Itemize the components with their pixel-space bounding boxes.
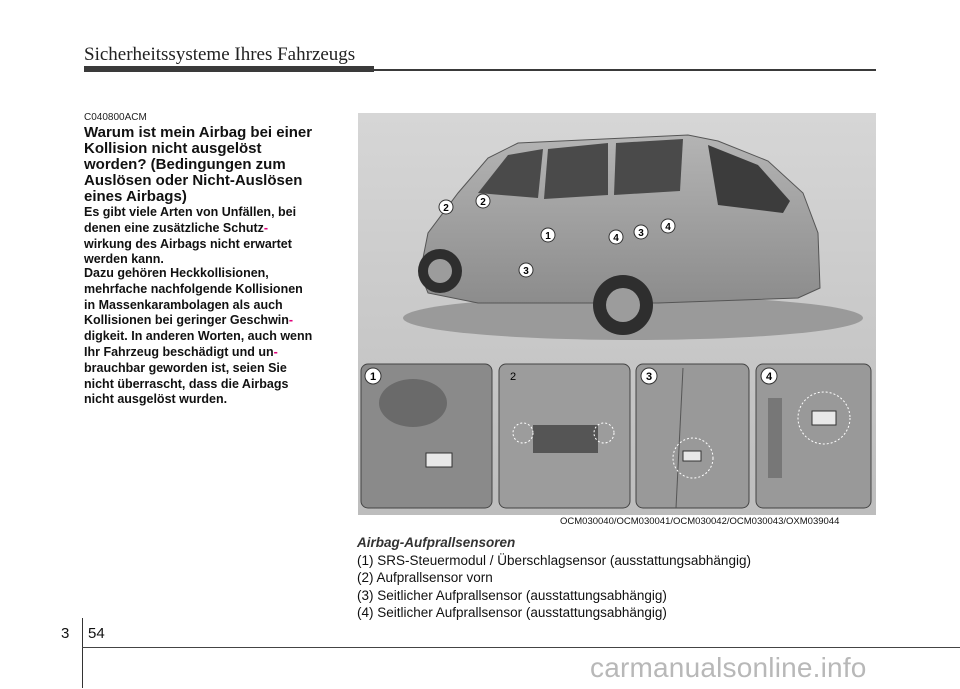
paragraph-line: digkeit. In anderen Worten, auch wenn: [84, 329, 313, 344]
figure-code: OCM030040/OCM030041/OCM030042/OCM030043/OXM039044: [560, 516, 840, 527]
panel-label: 4: [765, 371, 773, 383]
header-bar: [84, 66, 374, 72]
car-marker: [634, 225, 648, 239]
heading-line: eines Airbags): [84, 188, 187, 205]
car-marker: [476, 194, 490, 208]
airbag-sensor-figure: [358, 113, 876, 515]
car-marker-label: 4: [665, 222, 671, 233]
caption-item: (3) Seitlicher Aufprallsensor (ausstattungsabhängig): [357, 587, 667, 603]
car-marker-label: 2: [443, 203, 449, 214]
paragraph-line: nicht überrascht, dass die Airbags: [84, 376, 289, 391]
paragraph-line: in Massenkarambolagen als auch: [84, 297, 283, 312]
caption-item: (1) SRS-Steuermodul / Überschlagsensor (ausstattungsabhängig): [357, 552, 751, 568]
paragraph-1: [84, 205, 335, 268]
paragraph-line: Es gibt viele Arten von Unfällen, bei: [84, 205, 297, 219]
caption-item: (2) Aufprallsensor vorn: [357, 570, 493, 585]
watermark: carmanualsonline.info: [590, 652, 867, 683]
paragraph-2: [84, 266, 335, 408]
paragraph-line: denen eine zusätzliche Schutz-: [84, 220, 269, 235]
car-window-mid: [544, 143, 608, 199]
section-heading: [84, 125, 334, 205]
section-number: 3: [61, 625, 70, 642]
figure-caption: [357, 534, 751, 622]
hyphen: -: [263, 220, 269, 235]
paragraph-line: werden kann.: [84, 252, 164, 267]
heading-line: Warum ist mein Airbag bei einer: [84, 124, 313, 141]
car-marker-label: 3: [638, 228, 644, 239]
car-marker: [661, 219, 675, 233]
paragraph-line: wirkung des Airbags nicht erwartet: [84, 236, 292, 251]
page-header-title: Sicherheitssysteme Ihres Fahrzeugs: [84, 44, 356, 65]
detail-panel-2: [499, 364, 630, 508]
car-marker: [519, 263, 533, 277]
heading-line: worden? (Bedingungen zum: [84, 156, 286, 173]
car-marker: [439, 200, 453, 214]
heading-line: Kollision nicht ausgelöst: [84, 140, 262, 157]
car-marker: [541, 228, 555, 242]
car-marker-label: 3: [523, 266, 529, 277]
page-divider: [82, 618, 83, 688]
car-marker-label: 4: [613, 233, 619, 244]
hyphen: -: [288, 313, 294, 328]
panel-label: 2: [509, 371, 517, 383]
detail-panel-1: [361, 364, 492, 508]
paragraph-line: mehrfache nachfolgende Kollisionen: [84, 281, 303, 296]
header-rule: [374, 69, 876, 71]
detail-panel-4: [756, 364, 871, 508]
figure-illustration: [358, 113, 876, 515]
car-marker: [609, 230, 623, 244]
panel-label: 3: [645, 371, 653, 383]
car-marker-label: 1: [545, 231, 551, 242]
footer-rule: [82, 647, 960, 648]
paragraph-line: nicht ausgelöst wurden.: [84, 392, 228, 407]
detail-panel-3: [636, 364, 749, 508]
section-code: C040800ACM: [84, 112, 147, 123]
panel-label: 1: [369, 371, 377, 383]
paragraph-line: Kollisionen bei geringer Geschwin-: [84, 313, 294, 328]
car-wheel-rim: [606, 288, 640, 322]
car-wheel-rim: [428, 259, 452, 283]
paragraph-line: brauchbar geworden ist, seien Sie: [84, 360, 287, 375]
car-window-rear: [614, 139, 683, 195]
caption-title: Airbag-Aufprallsensoren: [357, 535, 516, 550]
caption-item: (4) Seitlicher Aufprallsensor (ausstattungsabhängig): [357, 605, 667, 620]
paragraph-line: Ihr Fahrzeug beschädigt und un-: [84, 344, 278, 359]
heading-line: Auslösen oder Nicht-Auslösen: [84, 172, 303, 189]
paragraph-line: Dazu gehören Heckkollisionen,: [84, 266, 269, 280]
car-marker-label: 2: [480, 197, 486, 208]
page-number: 54: [88, 625, 105, 642]
hyphen: -: [273, 344, 278, 359]
